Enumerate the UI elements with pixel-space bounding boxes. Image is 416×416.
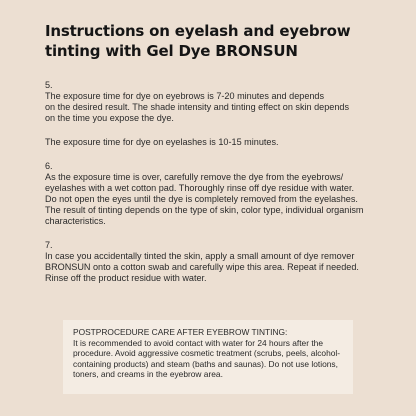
- postprocedure-care-box: [63, 320, 353, 394]
- postprocedure-care-text: It is recommended to avoid contact with water for 24 hours after the procedure. Avoid aggressive cosmetic treatment (scrubs, peels, alcohol- containing products) and steam (baths and saunas). Do not use lotions, toners, and creams in the eyebrow area.: [73, 337, 341, 380]
- eyelash-exposure-note: The exposure time for dye on eyelashes is 10-15 minutes.: [45, 137, 279, 147]
- postprocedure-care-heading: POSTPROCEDURE CARE AFTER EYEBROW TINTING:: [73, 327, 288, 337]
- instruction-steps: [45, 80, 395, 297]
- step-5-eyebrow-exposure: 5. The exposure time for dye on eyebrows is 7-20 minutes and depends on the desired result. The shade intensity and tinting effect on skin depends on the time you expose the dye.: [45, 80, 350, 123]
- document-title: Instructions on eyelash and eyebrow tinting with Gel Dye BRONSUN: [45, 22, 351, 60]
- step-7-skin-tint-removal: 7. In case you accidentally tinted the skin, apply a small amount of dye remover BRONSUN onto a cotton swab and carefully wipe this area. Repeat if needed. Rinse off the product residue with water.: [45, 240, 359, 283]
- step-6-remove-dye: 6. As the exposure time is over, carefully remove the dye from the eyebrows/ eyelashes with a wet cotton pad. Thoroughly rinse off dye residue with water. Do not open the eyes until the dye is completely removed from the eyelashes. The result of tinting depends on the type of skin, color type, individual organism characteristics.: [45, 161, 364, 226]
